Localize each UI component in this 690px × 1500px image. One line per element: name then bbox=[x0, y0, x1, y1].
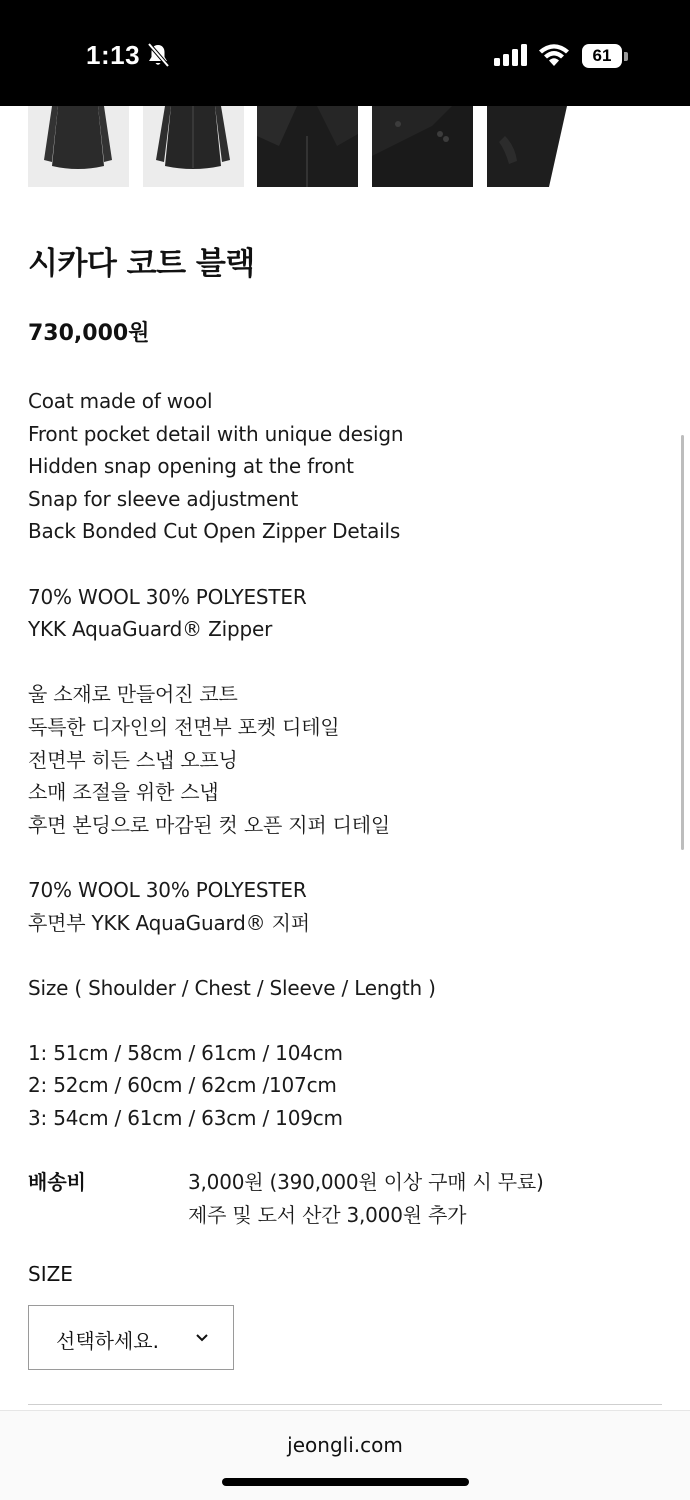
product-price: 730,000원 bbox=[28, 321, 150, 346]
shipping-info bbox=[188, 1166, 544, 1232]
chevron-down-icon bbox=[195, 1333, 209, 1343]
description-line: 울 소재로 만들어진 코트 bbox=[28, 682, 238, 707]
material-line: 후면부 YKK AquaGuard® 지퍼 bbox=[28, 910, 310, 935]
description-line: Hidden snap opening at the front bbox=[28, 454, 354, 479]
spacer bbox=[28, 1004, 648, 1037]
shipping-label: 배송비 bbox=[28, 1170, 86, 1194]
size-row: 1: 51cm / 58cm / 61cm / 104cm bbox=[28, 1040, 343, 1065]
collar-detail-thumbnail[interactable] bbox=[257, 106, 358, 187]
product-description bbox=[28, 385, 648, 1135]
wifi-icon bbox=[538, 42, 570, 68]
snap-detail-thumbnail[interactable] bbox=[372, 106, 473, 187]
size-row: 2: 52cm / 60cm / 62cm /107cm bbox=[28, 1073, 337, 1098]
description-line: Coat made of wool bbox=[28, 389, 213, 413]
size-option-label: SIZE bbox=[28, 1262, 73, 1286]
divider bbox=[28, 1404, 662, 1405]
signal-icon bbox=[494, 44, 530, 66]
product-title: 시카다 코트 블랙 bbox=[28, 246, 255, 282]
battery-tip bbox=[624, 52, 628, 61]
spacer bbox=[28, 646, 648, 679]
material-line: YKK AquaGuard® Zipper bbox=[28, 617, 273, 642]
material-line: 70% WOOL 30% POLYESTER bbox=[28, 584, 307, 609]
shipping-fee: 3,000원 (390,000원 이상 구매 시 무료) bbox=[188, 1170, 544, 1194]
description-line: 후면 본딩으로 마감된 컷 오픈 지퍼 디테일 bbox=[28, 812, 390, 837]
description-line: Front pocket detail with unique design bbox=[28, 421, 404, 446]
description-line: 소매 조절을 위한 스냅 bbox=[28, 780, 219, 805]
url-text[interactable]: jeongli.com bbox=[287, 1433, 403, 1457]
spacer bbox=[28, 548, 648, 581]
material-line: 70% WOOL 30% POLYESTER bbox=[28, 877, 307, 902]
coat-front-thumbnail[interactable] bbox=[28, 106, 129, 187]
battery-icon bbox=[582, 44, 628, 68]
size-header: Size ( Shoulder / Chest / Sleeve / Length ) bbox=[28, 975, 436, 1000]
thumbnail-strip bbox=[28, 106, 588, 187]
battery-level: 61 bbox=[582, 44, 622, 68]
coat-back-thumbnail[interactable] bbox=[143, 106, 244, 187]
spacer bbox=[28, 939, 648, 972]
shipping-extra-fee: 제주 및 도서 산간 3,000원 추가 bbox=[188, 1203, 467, 1227]
status-bar bbox=[0, 0, 690, 106]
pocket-detail-thumbnail[interactable] bbox=[487, 106, 567, 187]
size-select[interactable] bbox=[28, 1305, 234, 1370]
description-line: Snap for sleeve adjustment bbox=[28, 486, 299, 511]
spacer bbox=[28, 841, 648, 874]
description-line: 독특한 디자인의 전면부 포켓 디테일 bbox=[28, 714, 340, 739]
bell-off-icon bbox=[146, 42, 170, 68]
browser-url-bar[interactable] bbox=[0, 1410, 690, 1500]
description-line: Back Bonded Cut Open Zipper Details bbox=[28, 519, 401, 544]
scroll-indicator[interactable] bbox=[681, 435, 684, 850]
size-row: 3: 54cm / 61cm / 63cm / 109cm bbox=[28, 1106, 343, 1131]
size-select-value: 선택하세요. bbox=[56, 1329, 159, 1353]
description-line: 전면부 히든 스냅 오프닝 bbox=[28, 747, 238, 772]
home-indicator[interactable] bbox=[222, 1478, 469, 1486]
status-time: 1:13 bbox=[86, 40, 141, 70]
